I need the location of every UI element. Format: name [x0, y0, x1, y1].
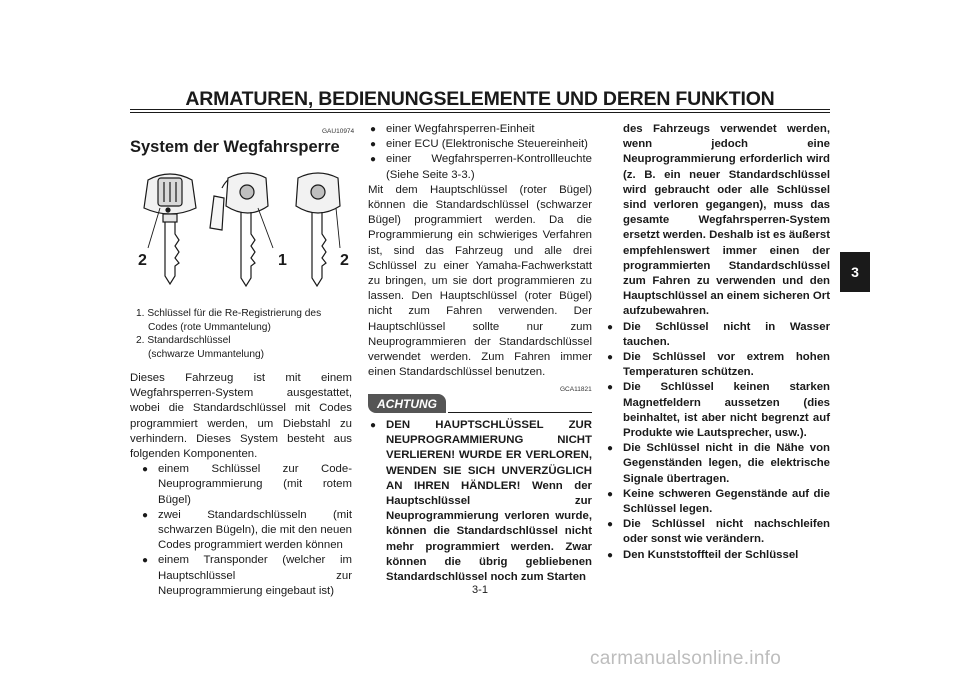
- standard-key-illustration: [296, 173, 340, 286]
- caution-continuation: des Fahrzeugs verwendet werden, wenn jedoch eine Neuprogrammierung erforderlich wird (z. B. ein neuer Standardschlüssel wird gebraucht oder alle Schlüssel sind verloren gegangen), muss das gesamte Wegfahrsperren-System ersetzt werden. Deshalb ist es äußerst empfehlenswert immer einen der programmierten Standardschlüssel zum Fahren zu verwenden und den Hauptschlüssel an einem sicheren Ort aufzubewahren.: [623, 123, 831, 318]
- list-item: ● einem Transponder (welcher im Hauptschlüssel zur Neuprogrammierung eingebaut ist): [142, 553, 352, 599]
- header-rule: [130, 109, 830, 110]
- section-heading: System der Wegfahrsperre: [130, 138, 340, 156]
- list-item: ● einem Schlüssel zur Code-Neuprogrammierung (mit rotem Bügel): [142, 462, 352, 508]
- callout-2-right: 2: [340, 252, 349, 269]
- list-item: ● Die Schlüssel keinen starken Magnetfeldern aussetzen (dies beinhaltet, ist aber nicht begrenzt auf Produkte wie Lautsprecher, usw.).: [607, 380, 830, 441]
- caption-1-cont: Codes (rote Ummantelung): [148, 321, 271, 333]
- list-item: ● Den Kunststoffteil der Schlüssel: [607, 548, 830, 563]
- column-3: [607, 122, 830, 563]
- list-item: ● Keine schweren Gegenstände auf die Schlüssel legen.: [607, 487, 830, 517]
- recode-key-illustration: [144, 174, 196, 284]
- list-item: ● einer Wegfahrsperren-Kontrollleuchte (Siehe Seite 3-3.): [370, 152, 592, 182]
- programming-paragraph: Mit dem Hauptschlüssel (roter Bügel) können die Standardschlüssel (schwarzer Bügel) programmiert werden. Da die Programmierung ein schwieriges Verfahren ist, sind das Fahrzeug und alle drei Schlüssel zu einer Yamaha-Fachwerkstatt zu bringen, um sie dort programmieren zu lassen. Den Hauptschlüssel (roter Bügel) nicht zum Fahren verwenden. Der Hauptschlüssel sollte nur zum Neuprogrammieren der Standardschlüssel verwendet werden. Zum Fahren immer einen Standardschlüssel benutzen.: [368, 183, 592, 379]
- callout-2-left: 2: [138, 252, 147, 269]
- watermark-text: carmanualsonline.info: [590, 648, 782, 669]
- section-tab: 3: [840, 252, 870, 292]
- column-1: [130, 371, 352, 599]
- caution-box: [370, 418, 592, 585]
- list-item: ● zwei Standardschlüsseln (mit schwarzen Bügeln), die mit den neuen Codes programmiert werden können: [142, 508, 352, 554]
- page-number: 3-1: [472, 584, 488, 596]
- caution-rule: [448, 412, 592, 413]
- caution-label: ACHTUNG: [368, 394, 446, 413]
- list-item: ● Die Schlüssel nicht in die Nähe von Gegenständen legen, die elektrische Signale übertragen.: [607, 441, 830, 487]
- section-code: GAU10974: [322, 128, 355, 135]
- list-item: ● einer ECU (Elektronische Steuereinheit): [370, 137, 592, 152]
- caution-code: GCA11821: [560, 386, 592, 393]
- caption-2: 2. Standardschlüssel: [136, 335, 231, 347]
- column-2: [368, 122, 592, 380]
- page-header-title: ARMATUREN, BEDIENUNGSELEMENTE UND DEREN FUNKTION: [185, 88, 775, 110]
- intro-paragraph: Dieses Fahrzeug ist mit einem Wegfahrsperren-System ausgestattet, wobei die Standardschlüssel mit Codes programmiert werden, um Diebstahl zu verhindern. Dieses System besteht aus folgenden Komponenten.: [130, 372, 352, 461]
- caption-1: 1. Schlüssel für die Re-Registrierung des: [136, 308, 322, 319]
- list-item: ● Die Schlüssel nicht in Wasser tauchen.: [607, 320, 830, 350]
- callout-1: 1: [278, 252, 287, 269]
- figure-captions: [136, 307, 321, 361]
- list-item: ● einer Wegfahrsperren-Einheit: [370, 122, 592, 137]
- keys-figure: [130, 168, 355, 298]
- list-item: ● Die Schlüssel nicht nachschleifen oder sonst wie verändern.: [607, 517, 830, 547]
- caution-text: ● DEN HAUPTSCHLÜSSEL ZUR NEUPROGRAMMIERUNG NICHT VERLIEREN! WURDE ER VERLOREN, WENDEN SIE SICH UNVERZÜGLICH AN IHREN HÄNDLER! Wenn der Hauptschlüssel zur Neuprogrammierung verloren wurde, können die Standardschlüssel nicht mehr programmiert werden. Zwar können die übrig gebliebenen Standardschlüssel noch zum Starten: [370, 418, 592, 585]
- caption-2-cont: (schwarze Ummantelung): [148, 348, 265, 360]
- header-rule-lower: [130, 112, 830, 113]
- list-item: ● Die Schlüssel vor extrem hohen Temperaturen schützen.: [607, 350, 830, 380]
- master-key-illustration: [210, 173, 268, 286]
